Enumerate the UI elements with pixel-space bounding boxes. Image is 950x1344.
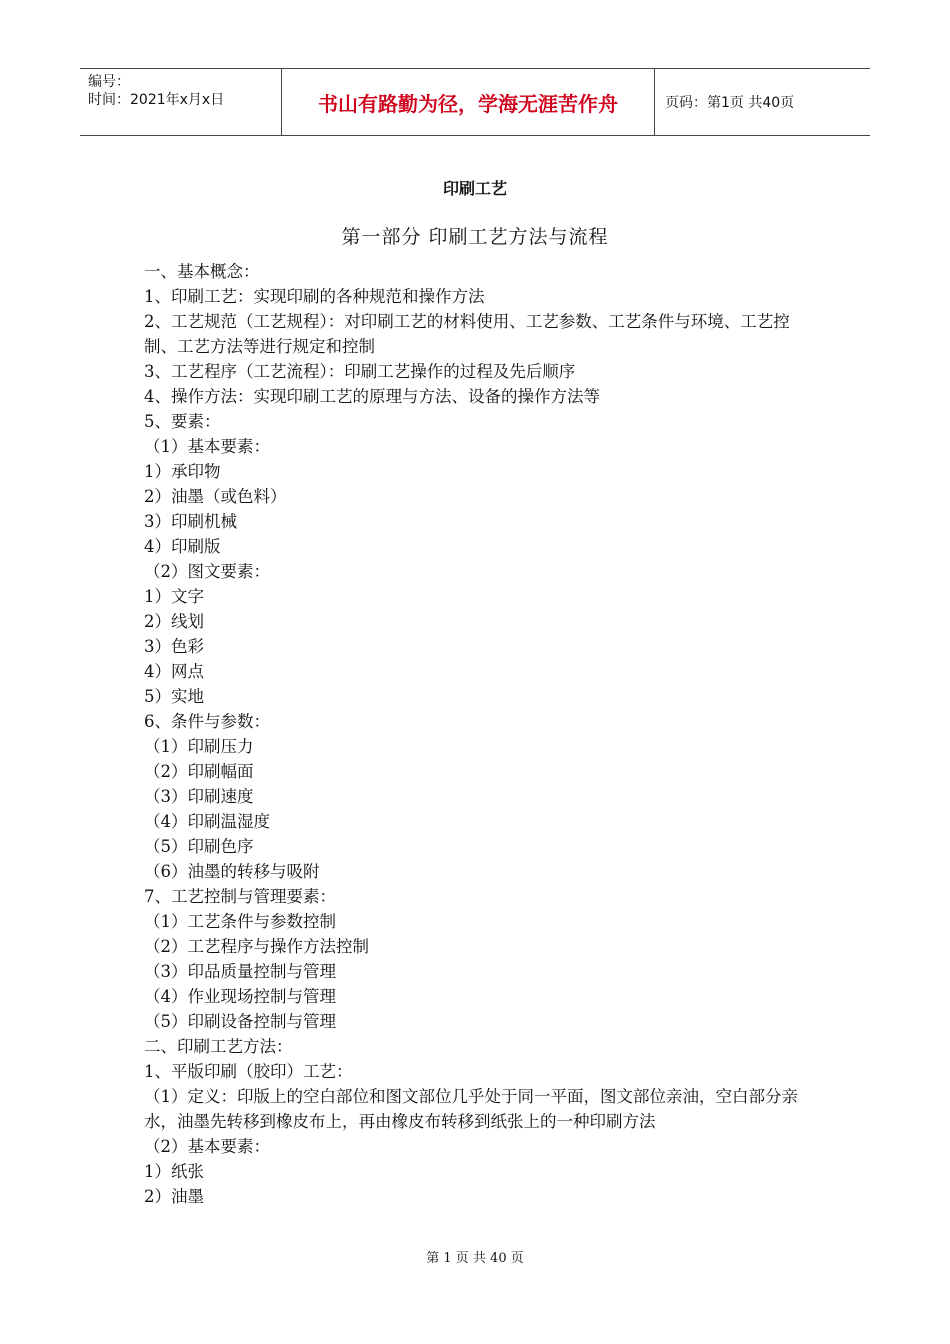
body-line: （4）作业现场控制与管理 (144, 987, 336, 1006)
page-header (80, 68, 870, 136)
body-line: （5）印刷色序 (144, 837, 254, 856)
body-line: （2）工艺程序与操作方法控制 (144, 937, 369, 956)
header-motto: 书山有路勤为径，学海无涯苦作舟 (282, 69, 655, 135)
body-line: 3）印刷机械 (144, 512, 237, 531)
body-line: （3）印刷速度 (144, 787, 254, 806)
body-line: 5、要素： (144, 412, 221, 431)
body-line: 5）实地 (144, 687, 204, 706)
body-paragraph: 2、工艺规范（工艺规程）：对印刷工艺的材料使用、工艺参数、工艺条件与环境、工艺控制、工艺方法等进行规定和控制 (144, 312, 790, 356)
body-line: 1）文字 (144, 587, 204, 606)
body-line: 二、印刷工艺方法： (144, 1037, 293, 1056)
body-line: （5）印刷设备控制与管理 (144, 1012, 336, 1031)
body-line: 2）线划 (144, 612, 204, 631)
body-line: 4、操作方法：实现印刷工艺的原理与方法、设备的操作方法等 (144, 387, 600, 406)
body-line: 一、基本概念： (144, 262, 260, 281)
body-line: （2）印刷幅面 (144, 762, 254, 781)
body-line: 1）纸张 (144, 1162, 204, 1181)
body-line: （3）印品质量控制与管理 (144, 962, 336, 981)
body-line: （2）基本要素： (144, 1137, 270, 1156)
body-line: 1、平版印刷（胶印）工艺： (144, 1062, 353, 1081)
body-line: 2）油墨（或色料） (144, 487, 287, 506)
time-label: 时间：2021年x月x日 (88, 92, 225, 108)
number-label: 编号： (88, 74, 130, 90)
body-line: 4）印刷版 (144, 537, 221, 556)
header-page-info: 页码：第1页 共40页 (665, 95, 795, 111)
body-line: （1）工艺条件与参数控制 (144, 912, 336, 931)
body-line: （1）印刷压力 (144, 737, 254, 756)
body-line: 1）承印物 (144, 462, 221, 481)
body-line: 6、条件与参数： (144, 712, 270, 731)
document-body (144, 259, 824, 1209)
body-line: （4）印刷温湿度 (144, 812, 270, 831)
body-line: 1、印刷工艺：实现印刷的各种规范和操作方法 (144, 287, 485, 306)
body-line: （1）基本要素： (144, 437, 270, 456)
body-line: （2）图文要素： (144, 562, 270, 581)
body-line: 3）色彩 (144, 637, 204, 656)
page-footer: 第 1 页 共 40 页 (426, 1251, 524, 1266)
body-paragraph: （1）定义：印版上的空白部位和图文部位几乎处于同一平面，图文部位亲油，空白部分亲水，油墨先转移到橡皮布上，再由橡皮布转移到纸张上的一种印刷方法 (144, 1087, 798, 1131)
document-title: 印刷工艺 (442, 179, 507, 198)
body-line: 4）网点 (144, 662, 204, 681)
body-line: （6）油墨的转移与吸附 (144, 862, 320, 881)
body-line: 7、工艺控制与管理要素： (144, 887, 336, 906)
part-title: 第一部分 印刷工艺方法与流程 (341, 226, 609, 248)
header-meta (80, 69, 282, 135)
body-line: 3、工艺程序（工艺流程）：印刷工艺操作的过程及先后顺序 (144, 362, 576, 381)
body-line: 2）油墨 (144, 1187, 204, 1206)
